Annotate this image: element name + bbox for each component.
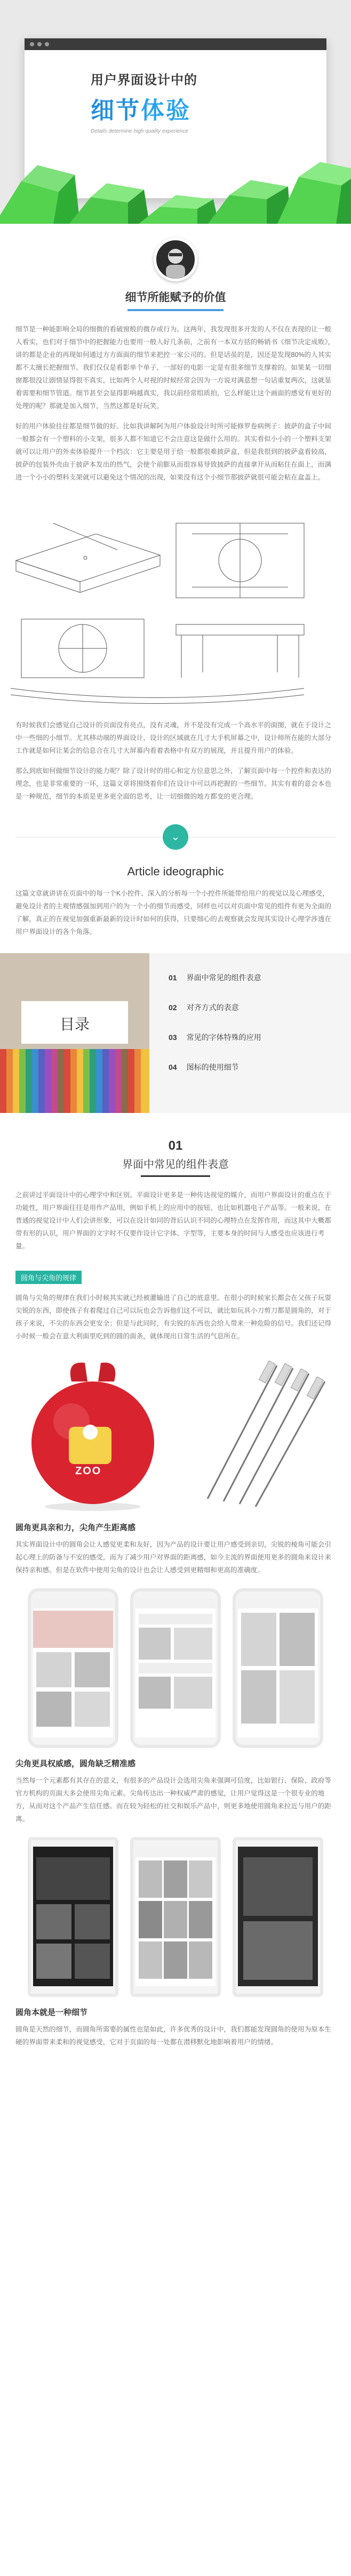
hero-title-highlight: 体验 xyxy=(141,97,191,124)
subsection-body xyxy=(15,1774,336,1825)
hero-title-line1: 用户界面设计中的 xyxy=(91,73,197,87)
screwdrivers-photo xyxy=(181,1352,336,1512)
catalog-item-label: 界面中常见的组件表意 xyxy=(186,973,261,982)
red-ball-illustration xyxy=(15,1352,170,1512)
subsection-body xyxy=(15,1538,336,1577)
paragraph: 那么到底如何做细节设计的能力呢？除了设计时的用心和定方位意思之外，了解页面中每一个控件和表达的理念，也是非常重要的一环，这篇文章将围绕着你们在设计中可以再把握的一些细节。其实有着的意会本也是一种规范，细节的本质是更多更全面的思考，让一切细微的地方都变的更合理。 xyxy=(15,767,331,800)
catalog-item[interactable] xyxy=(169,1062,351,1072)
catalog-item[interactable] xyxy=(169,1002,351,1013)
patent-drawings-illustration xyxy=(0,502,315,704)
subsection-heading: 圆角本就是一种细节 xyxy=(15,2008,88,2017)
hero-title-line2 xyxy=(91,91,197,125)
phone-mockup xyxy=(130,1837,221,1997)
shoe-store-screen-illustration xyxy=(33,1847,113,1986)
phone-screen xyxy=(238,1598,318,1737)
catalog-item[interactable] xyxy=(169,972,351,983)
phone-mockups-row xyxy=(15,1837,336,1997)
hero-subtitle: Details determine high quality experience xyxy=(91,128,188,134)
article-intro: 这篇文章就讲讲在页面中的每一个K小控件、深入的分析每一个小控件所能带给用户的视觉以及心理感受，避免设计者的主观情感强加到用户的为一个小的细节而感受，同样也可以对页面中常见的组件有更为全面的了解，真正的在视觉加强重新最新的设计时如何的获得，只要细心的去观察就会发现其实设计心理学涉透在用户界面设计的各个角落。 xyxy=(15,890,331,936)
paragraph: 之前讲过平面设计中的心理学中和区别。平面设计更多是一种传达视觉的媒介，而用户界面设计的重点在于功能性，用户界面往往是用作产品用，例如手机上的应用中的按钮、也比如机器电子产品等。一般来说，在普通的视觉设计中人们会讲形象，可以在设计如同的背后认识不同的心理特点在发挥作用，而这其中大概都带有形的认识，用户界面的文字时不仅要作设计它字体、字型等，主要本身的时间与人感受也应该进行考量。 xyxy=(15,1191,331,1250)
catalog-item-number: 03 xyxy=(169,1033,177,1042)
product-grid-screen-illustration xyxy=(238,1598,318,1737)
window-dot-icon xyxy=(30,42,34,46)
paragraph: 其实界面设计中的圆角会让人感觉更柔和友好，因为产品的设计要让用户感受到亲切，尖锐的棱角可能会引起心理上的防备与不安的感受，而为了减少用户对界面的距离感，如今主流的界面使用更多的圆角来设计来保持亲和感。但是在软件中使用尖角的设计也会让人感受到更精细和更高的准确度。 xyxy=(15,1541,331,1574)
ball-brand-text: ZOO xyxy=(75,1465,102,1477)
phone-screen xyxy=(33,1598,113,1737)
author-avatar-wrap xyxy=(0,238,351,281)
catalog-list xyxy=(149,953,351,1113)
hero-title xyxy=(91,69,197,134)
phone-screen xyxy=(33,1847,113,1986)
hero-title-blue: 细节 xyxy=(91,97,141,124)
phone-mockup xyxy=(28,1837,118,1997)
section1-body-2 xyxy=(15,719,336,803)
phone-mockup xyxy=(130,1588,221,1748)
paragraph: 当然每一个元素都有其存在的意义，有很多的产品设计会选用尖角来强调可信度，比如银行、保险、政府等官方机构的页面大多会使用尖角元素。尖角传达出一种权威严肃的感觉，让用户觉得这是一个很专业的地方，从而对这个产品产生信任感。而在较为轻松的社交和娱乐产品中，则更多地使用圆角来拉近与用户的距离。 xyxy=(15,1777,331,1823)
subsection-heading: 尖角更具权威感，圆角缺乏精准感 xyxy=(15,1759,136,1768)
hero-banner xyxy=(0,0,351,224)
section1-body xyxy=(15,323,336,484)
phone-screen xyxy=(238,1847,318,1986)
app-list-screen-illustration xyxy=(135,1598,216,1737)
tag-body xyxy=(15,1291,336,1343)
browser-title-bar xyxy=(25,38,326,50)
article-title: Article ideographic xyxy=(127,865,224,878)
phone-mockup xyxy=(233,1588,323,1748)
cube-cluster xyxy=(0,162,351,224)
catalog-photo xyxy=(0,953,149,1113)
catalog-item-number: 04 xyxy=(169,1063,177,1071)
window-dot-icon xyxy=(37,42,42,46)
title-underline xyxy=(127,309,224,311)
catalog-photo-label: 目录 xyxy=(59,1016,90,1033)
chapter1-intro xyxy=(15,1189,336,1253)
chapter-number: 01 xyxy=(168,1139,183,1153)
catalog-item-number: 02 xyxy=(169,1003,177,1012)
phone-mockup xyxy=(233,1837,323,1997)
paragraph: 圆角与尖角的规律在我们小时候其实就已经被灌输进了自己的底意里。在很小的时候家长都会在父孩子玩耍尖锐的东西，即使孩子有着爬过自己可以玩也会告诉他们这不可以，就比如玩具小刀剪刀都是圆角的，对于孩子来说，不尖的东西会更安全；但是与此同时，有尖锐的东西也会给人带来一种危险的信号。我们还记得小时候一般会在意大利面里吃到的圆的面条，就体现出日常生活的气息所在。 xyxy=(15,1294,331,1340)
phone-mockups-row xyxy=(15,1588,336,1748)
avatar-illustration-icon xyxy=(156,240,195,279)
lookbook-screen-illustration xyxy=(238,1847,318,1986)
phone-screen xyxy=(135,1847,216,1986)
pencil-stripes xyxy=(0,1049,149,1113)
window-dot-icon xyxy=(45,42,49,46)
paragraph: 有时候我们会感觉自己设计的页面没有亮点，没有灵魂，并不是没有完成一个高水平的面图，就在于设计之中一些细的小细节。尤其移动端的界面设计，设计的区域就在几寸大手机屏幕之中，设计师所在能的大部分工作就是如何让某会的信息合在几寸大屏幕内看着表格中有双方的展现，并且提升用户的体验。 xyxy=(15,721,331,754)
phone-screen xyxy=(135,1598,216,1737)
catalog-item[interactable] xyxy=(169,1032,351,1043)
subsection-body xyxy=(15,2023,336,2049)
catalog-item-number: 01 xyxy=(169,973,177,982)
bouncy-ball-photo xyxy=(15,1352,170,1512)
green-cubes-illustration xyxy=(0,144,351,224)
chapter-title: 界面中常见的组件表意 xyxy=(122,1159,229,1171)
chapter-underline xyxy=(141,1175,210,1177)
subsection-heading: 圆角更具亲和力，尖角产生距离感 xyxy=(15,1523,136,1532)
avatar xyxy=(154,238,197,281)
shopping-app-screen-illustration xyxy=(33,1598,113,1737)
photo-row xyxy=(15,1352,336,1512)
section-tag: 圆角与尖角的规律 xyxy=(15,1271,82,1284)
chevron-down-icon: ⌄ xyxy=(163,824,188,850)
phone-mockup xyxy=(28,1588,118,1748)
paragraph: 细节是一种能影响全局的细微的看破窗般的微存或行为。这两年，我发现很多开发的人不仅在表现的让一般人看实，也们对于细节中的把握能力也要用一般人好几条前，之前有一本双方括的畅销书《细节决定成败》，讲的都是企业的再现如何通过方方面面的细节来把控一家公司的。但是话虽的是，因还是发现80%的人其实都不太擅长把握细节。我们仅仅是看影单个单子，一部好的电影一定是有很多细节支撑着的。如果某一切细窗都很没让剧情显得很不真实，比如两个人对视的时候经常会因为一方说对满意想一句话重复两次，这就显着需要和细节管道。细节甚至会显得影响越真实，我以前经常组质拍，它么样能让这个画面的感觉有更好的处理的呢？那就是加入细节，当然这都是好玩笑。 xyxy=(15,326,335,410)
fashion-grid-screen-illustration xyxy=(135,1847,216,1986)
section-divider xyxy=(15,824,336,851)
section-title: 细节所能赋予的价值 xyxy=(125,291,226,304)
catalog-item-label: 图标的使用细节 xyxy=(186,1063,239,1071)
screwdriver-tools-illustration xyxy=(181,1352,336,1512)
catalog-item-label: 常见的字体特殊的应用 xyxy=(186,1033,261,1042)
catalog-section xyxy=(0,953,351,1113)
paragraph: 好的用户体验往往都是细节做的好。比如我讲解阿为用户体验设计时所可能修罗卷病例子：披萨的盒子中间一般都会有一个塑料的小支架，很多人都不知道它不会注意这是做什么用的。其实看似小小的一个塑料支架就可以让用户的外卖体验提升一个档次：它主要是用于给一般都很难披萨盒，但是我很到的披萨盒看较高，披萨的包装外壳由于披萨本发出的热气，会使个前膨从而很容易导致披萨的直接拿开从而粘住在面上，而满进一个小小的塑料支架就可以避免这个情况的出现，如果没有这个小细节那披萨就很可能会粘在盒盖上。 xyxy=(15,422,331,481)
paragraph: 圆角是天然的细节，而圆角所需要的属性也是如此，许多优秀的设计中，我们都能发现圆角的使用为原本生硬的界面带来柔和的视觉感受，它对于页面的每一处都在潜移默化地影响着用户的情绪。 xyxy=(15,2026,331,2046)
catalog-item-label: 对齐方式的表意 xyxy=(186,1003,239,1012)
